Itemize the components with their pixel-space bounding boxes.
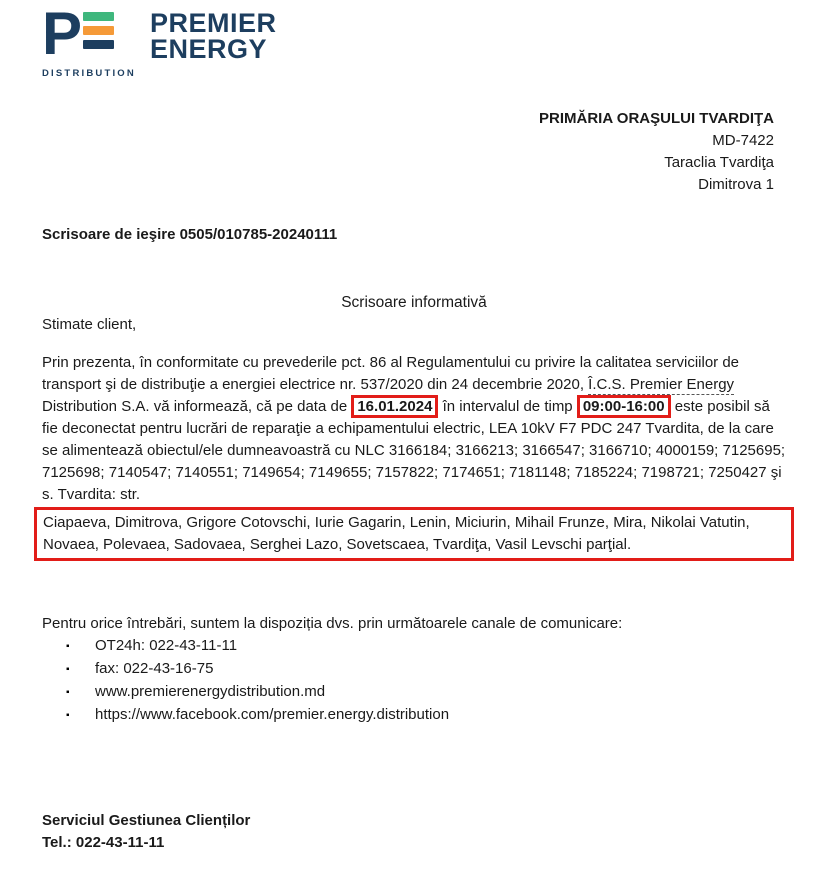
logo-bar-navy xyxy=(83,40,114,49)
bullet-square-icon: ▪ xyxy=(66,664,70,675)
logo-word-energy: ENERGY xyxy=(149,34,267,64)
company-name-marked: Î.C.S. Premier Energy xyxy=(588,376,735,393)
highlighted-streets-box: Ciapaeva, Dimitrova, Grigore Cotovschi, Iurie Gagarin, Lenin, Miciurin, Mihail Frunze, Mira, Nikolai Vatutin, Novaea, Polevaea, Sadovaea, Serghei Lazo, Sovetscaea, Tvardiţa, Vasil Levschi parţial. xyxy=(34,507,794,561)
bullet-square-icon: ▪ xyxy=(66,687,70,698)
contact-item-facebook xyxy=(42,704,786,727)
logo-bar-orange xyxy=(83,26,114,35)
recipient-name: PRIMĂRIA ORAŞULUI TVARDIŢA xyxy=(539,110,774,127)
company-logo xyxy=(42,0,786,79)
bullet-square-icon: ▪ xyxy=(66,710,70,721)
letter-title: Scrisoare informativă xyxy=(341,294,487,311)
recipient-postal-code: MD-7422 xyxy=(712,132,774,149)
contact-item-website xyxy=(42,681,786,704)
contact-item-label: fax: 022-43-16-75 xyxy=(95,660,214,677)
contact-item-label: https://www.facebook.com/premier.energy.distribution xyxy=(95,706,450,723)
recipient-locality: Taraclia Tvardiţa xyxy=(664,154,774,171)
bullet-square-icon: ▪ xyxy=(66,641,70,652)
salutation: Stimate client, xyxy=(42,316,137,333)
logo-word-premier: PREMIER xyxy=(149,8,277,38)
signature-block xyxy=(42,810,250,854)
recipient-block xyxy=(42,108,774,196)
letter-reference: Scrisoare de ieşire 0505/010785-20240111 xyxy=(42,226,338,243)
contact-item-label: www.premierenergydistribution.md xyxy=(95,683,326,700)
logo-e-bars-icon xyxy=(83,12,114,49)
body-text-1: Prin prezenta, în conformitate cu prevederile pct. 86 al Regulamentului cu privire la calitatea serviciilor de transport şi de distribuţie a energiei electrice nr. 537/2020 din 24 decembrie 2020, xyxy=(42,354,740,393)
logo-pe-monogram xyxy=(42,0,136,67)
contact-intro: Pentru orice întrebări, suntem la dispoziția dvs. prin următoarele canale de comunicare: xyxy=(42,615,623,632)
recipient-street: Dimitrova 1 xyxy=(698,176,774,193)
body-text-4: este posibil să fie deconectat pentru lucrări de reparaţie a echipamentului electric, LEA 10kV F7 PDC 247 Tvardita, de la care se alimentează obiectul/ele dumneavoastră cu NLC 3166184; 3166213; 3166547; 3166710; 4000159; 7125695; 7125698; 7140547; 7140551; 7149654; 7149655; 7157822; 7174651; 7181148; 7185224; 7198721; 7250427 şi s. Tvardita: str. xyxy=(42,398,786,503)
contact-item-fax xyxy=(42,658,786,681)
contact-item-label: OT24h: 022-43-11-11 xyxy=(95,637,238,654)
logo-bar-green xyxy=(83,12,114,21)
contact-item-ot24h xyxy=(42,635,786,658)
body-text-3: în intervalul de timp xyxy=(438,398,577,415)
highlighted-date: 16.01.2024 xyxy=(351,395,438,418)
logo-p-letter: P xyxy=(42,0,81,67)
body-text-2: Distribution S.A. vă informează, că pe data de xyxy=(42,398,352,415)
letter-body xyxy=(42,352,786,561)
logo-distribution-label: DISTRIBUTION xyxy=(42,68,136,79)
logo-mark xyxy=(42,0,136,85)
logo-wordmark xyxy=(150,10,277,62)
signature-department: Serviciul Gestiunea Clienților xyxy=(42,812,251,829)
highlighted-time-interval: 09:00-16:00 xyxy=(577,395,671,418)
contact-list xyxy=(42,635,786,727)
signature-phone: Tel.: 022-43-11-11 xyxy=(42,834,165,851)
